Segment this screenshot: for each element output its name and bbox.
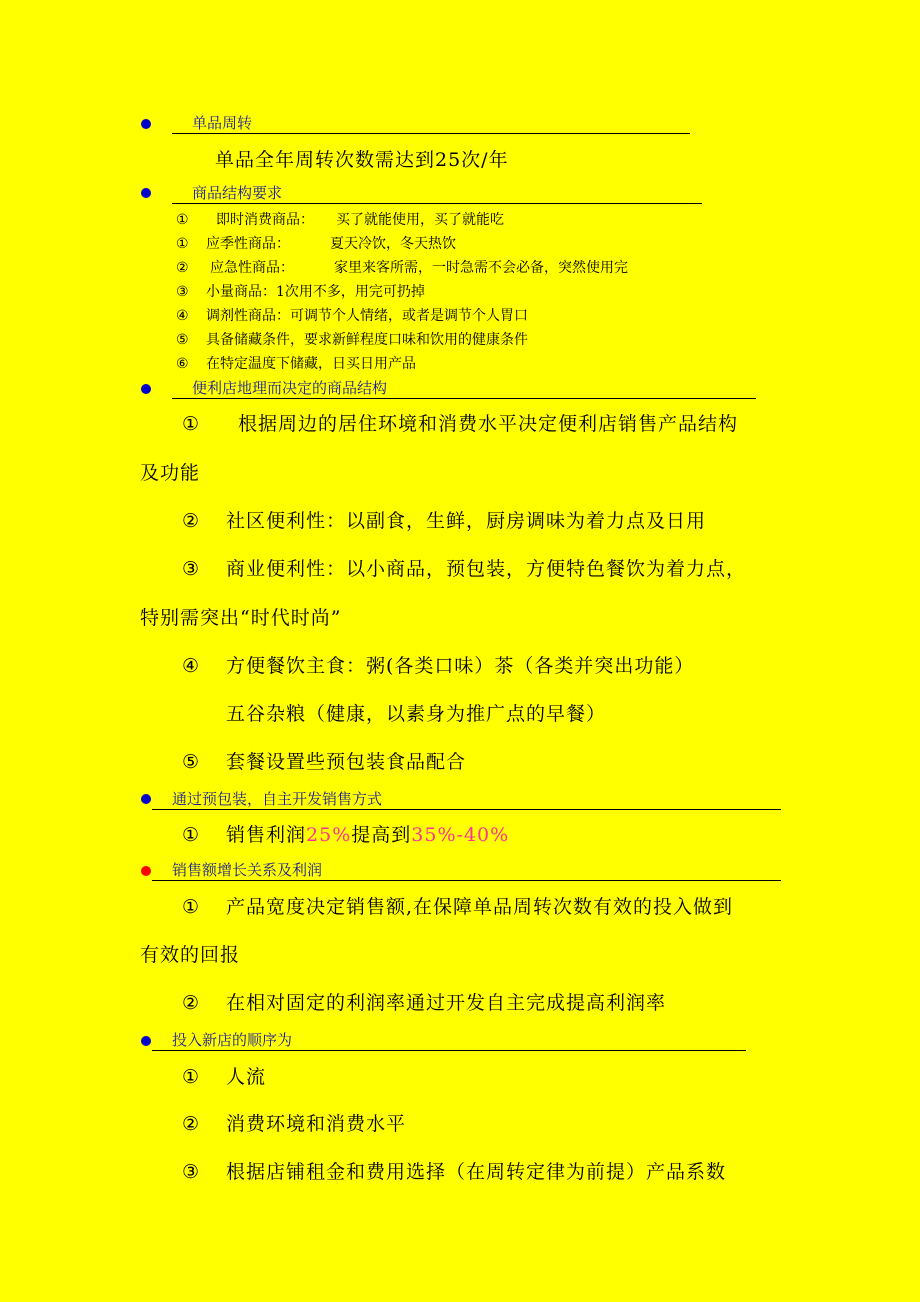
text-line: 单品全年周转次数需达到25次/年: [215, 149, 509, 171]
item-number: ③: [182, 558, 201, 580]
item-continuation: 特别需突出“时代时尚”: [140, 607, 342, 629]
bullet-icon: [141, 1036, 151, 1046]
item-text: 产品宽度决定销售额,在保障单品周转次数有效的投入做到: [226, 896, 734, 918]
item-number: ②: [176, 260, 189, 276]
item-number: ①: [182, 413, 201, 435]
item-text: 社区便利性：以副食，生鲜，厨房调味为着力点及日用: [226, 510, 707, 532]
list-item: [182, 895, 733, 919]
section-heading: 商品结构要求: [172, 183, 702, 204]
item-number: ①: [176, 212, 189, 228]
list-item: [176, 235, 456, 253]
section-heading: 通过预包装，自主开发销售方式: [152, 789, 781, 810]
list-item: [176, 283, 425, 301]
list-item: [182, 1160, 726, 1184]
item-text: 买了就能使用，买了就能吃: [336, 212, 504, 228]
item-text: 方便餐饮主食：粥(各类口味）茶（各类并突出功能）: [226, 655, 695, 677]
section-heading: 投入新店的顺序为: [152, 1030, 746, 1051]
list-item: [176, 211, 504, 229]
item-label: 即时消费商品：: [216, 212, 314, 228]
item-number: ⑥: [176, 356, 189, 372]
item-text: 在特定温度下储藏，日买日用产品: [206, 356, 416, 372]
bullet-icon: [141, 188, 151, 198]
list-item: [182, 654, 694, 678]
item-text: 根据店铺租金和费用选择（在周转定律为前提）产品系数: [226, 1161, 727, 1183]
item-number: ①: [182, 824, 201, 846]
list-item: [182, 557, 746, 581]
item-number: ④: [182, 655, 201, 677]
item-number: ⑤: [182, 751, 201, 773]
red-bullet-icon: [141, 866, 151, 876]
bullet-icon: [141, 119, 151, 129]
item-text: 套餐设置些预包装食品配合: [226, 751, 467, 773]
section-heading: 便利店地理而决定的商品结构: [172, 378, 756, 399]
list-item: [182, 1112, 406, 1136]
item-label: 应季性商品：: [206, 236, 290, 252]
list-item: [182, 1065, 266, 1089]
item-text: 提高到: [351, 824, 412, 846]
item-number: ②: [182, 992, 201, 1014]
item-number: ⑤: [176, 332, 189, 348]
list-item: [176, 307, 528, 325]
item-number: ①: [176, 236, 189, 252]
list-item: [182, 823, 509, 847]
item-text: 夏天冷饮，冬天热饮: [330, 236, 456, 252]
list-item: [182, 991, 666, 1015]
item-text: 商业便利性：以小商品，预包装，方便特色餐饮为着力点，: [226, 558, 747, 580]
bullet-icon: [141, 794, 151, 804]
section-heading: 销售额增长关系及利润: [152, 860, 781, 881]
list-item: [182, 509, 706, 533]
highlight-value: 35%-40%: [411, 824, 510, 846]
item-label: 应急性商品：: [210, 260, 294, 276]
item-continuation: 五谷杂粮（健康，以素身为推广点的早餐）: [226, 703, 607, 725]
item-number: ③: [182, 1161, 201, 1183]
list-item: [182, 412, 738, 436]
item-text: 人流: [226, 1066, 267, 1088]
highlight-value: 25%: [306, 824, 352, 846]
item-number: ④: [176, 308, 189, 324]
item-number: ②: [182, 510, 201, 532]
bullet-icon: [141, 384, 151, 394]
item-text: 小量商品：1次用不多，用完可扔掉: [206, 284, 425, 300]
item-continuation: 有效的回报: [140, 944, 241, 966]
item-number: ①: [182, 1066, 201, 1088]
item-number: ①: [182, 896, 201, 918]
item-number: ③: [176, 284, 189, 300]
section-heading: 单品周转: [172, 113, 690, 134]
item-number: ②: [182, 1113, 201, 1135]
list-item: [182, 750, 466, 774]
item-continuation: 及功能: [140, 462, 201, 484]
item-text: 销售利润: [226, 824, 307, 846]
list-item: [176, 331, 528, 349]
list-item: [176, 355, 416, 373]
item-text: 消费环境和消费水平: [226, 1113, 407, 1135]
item-text: 家里来客所需，一时急需不会必备，突然使用完: [334, 260, 628, 276]
item-text: 调剂性商品：可调节个人情绪，或者是调节个人胃口: [206, 308, 528, 324]
list-item: [176, 259, 628, 277]
item-text: 具备储藏条件，要求新鲜程度口味和饮用的健康条件: [206, 332, 528, 348]
item-text: 根据周边的居住环境和消费水平决定便利店销售产品结构: [238, 413, 739, 435]
item-text: 在相对固定的利润率通过开发自主完成提高利润率: [226, 992, 667, 1014]
